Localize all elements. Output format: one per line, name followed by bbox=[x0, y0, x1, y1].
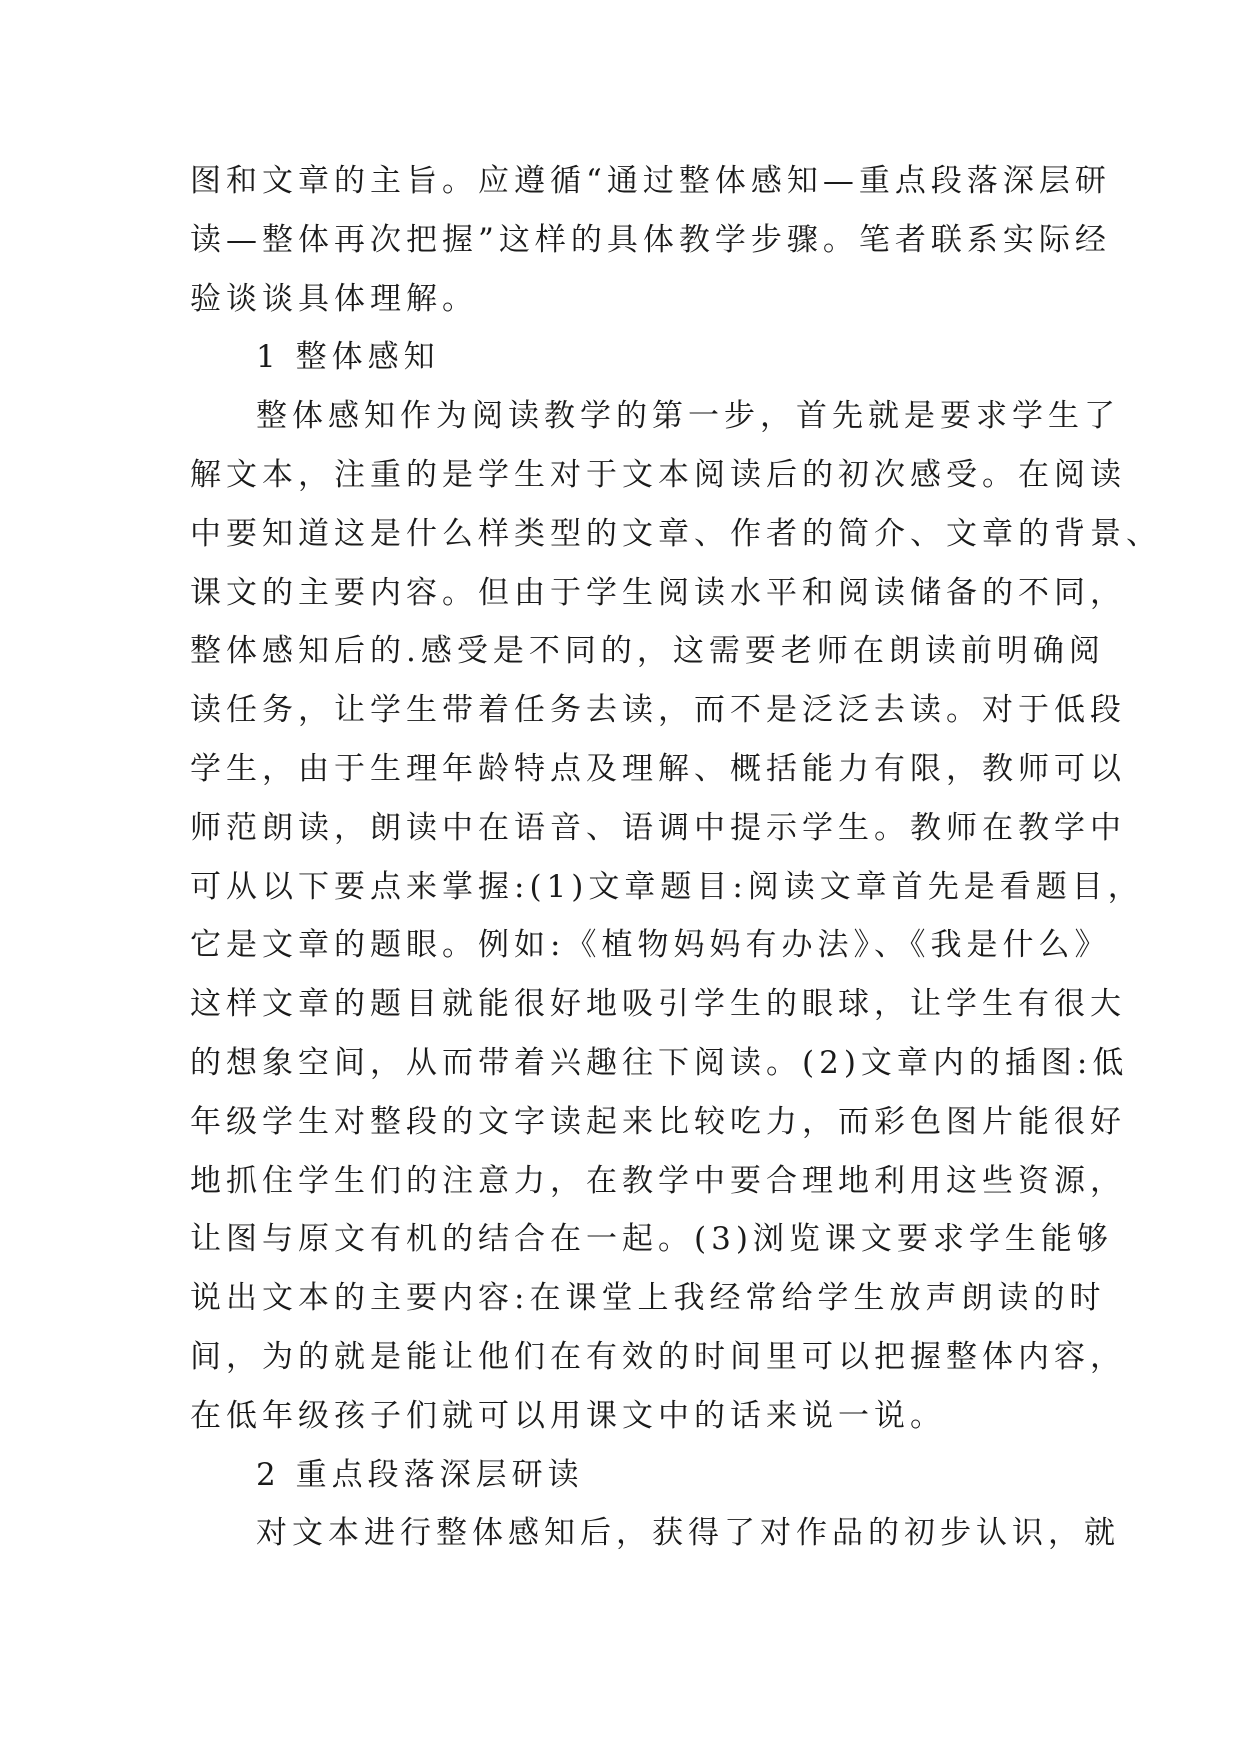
text-line: 让图与原文有机的结合在一起。(3)浏览课文要求学生能够 bbox=[190, 1221, 1113, 1258]
text-line: 解文本，注重的是学生对于文本阅读后的初次感受。在阅读 bbox=[190, 456, 1126, 493]
text-line: 验谈谈具体理解。 bbox=[190, 280, 478, 317]
section-heading-1: 1 整体感知 bbox=[256, 339, 440, 376]
text-line: 年级学生对整段的文字读起来比较吃力，而彩色图片能很好 bbox=[190, 1103, 1126, 1140]
text-line: 在低年级孩子们就可以用课文中的话来说一说。 bbox=[190, 1397, 946, 1434]
text-line: 整体感知后的.感受是不同的，这需要老师在朗读前明确阅 bbox=[190, 633, 1105, 670]
text-line: 这样文章的题目就能很好地吸引学生的眼球，让学生有很大 bbox=[190, 986, 1126, 1023]
section-heading-2: 2 重点段落深层研读 bbox=[256, 1456, 584, 1493]
text-line: 它是文章的题眼。例如:《植物妈妈有办法》、《我是什么》 bbox=[190, 927, 1111, 964]
text-line: 可从以下要点来掌握:(1)文章题目:阅读文章首先是看题目， bbox=[190, 868, 1144, 905]
text-line: 师范朗读，朗读中在语音、语调中提示学生。教师在教学中 bbox=[190, 809, 1126, 846]
text-line: 读—整体再次把握”这样的具体教学步骤。笔者联系实际经 bbox=[190, 221, 1111, 258]
text-line: 中要知道这是什么样类型的文章、作者的简介、文章的背景、 bbox=[190, 515, 1162, 552]
text-line: 的想象空间，从而带着兴趣往下阅读。(2)文章内的插图:低 bbox=[190, 1044, 1129, 1081]
text-line: 学生，由于生理年龄特点及理解、概括能力有限，教师可以 bbox=[190, 750, 1126, 787]
text-line: 间，为的就是能让他们在有效的时间里可以把握整体内容， bbox=[190, 1338, 1126, 1375]
text-line: 说出文本的主要内容:在课堂上我经常给学生放声朗读的时 bbox=[190, 1280, 1106, 1317]
text-line: 读任务，让学生带着任务去读，而不是泛泛去读。对于低段 bbox=[190, 692, 1126, 729]
text-line: 地抓住学生们的注意力，在教学中要合理地利用这些资源， bbox=[190, 1162, 1126, 1199]
text-line: 图和文章的主旨。应遵循“通过整体感知—重点段落深层研 bbox=[190, 163, 1111, 199]
text-line: 整体感知作为阅读教学的第一步，首先就是要求学生了 bbox=[256, 398, 1120, 435]
text-line: 课文的主要内容。但由于学生阅读水平和阅读储备的不同， bbox=[190, 574, 1126, 611]
text-line: 对文本进行整体感知后，获得了对作品的初步认识，就 bbox=[256, 1515, 1120, 1552]
body-text bbox=[190, 152, 1162, 1563]
